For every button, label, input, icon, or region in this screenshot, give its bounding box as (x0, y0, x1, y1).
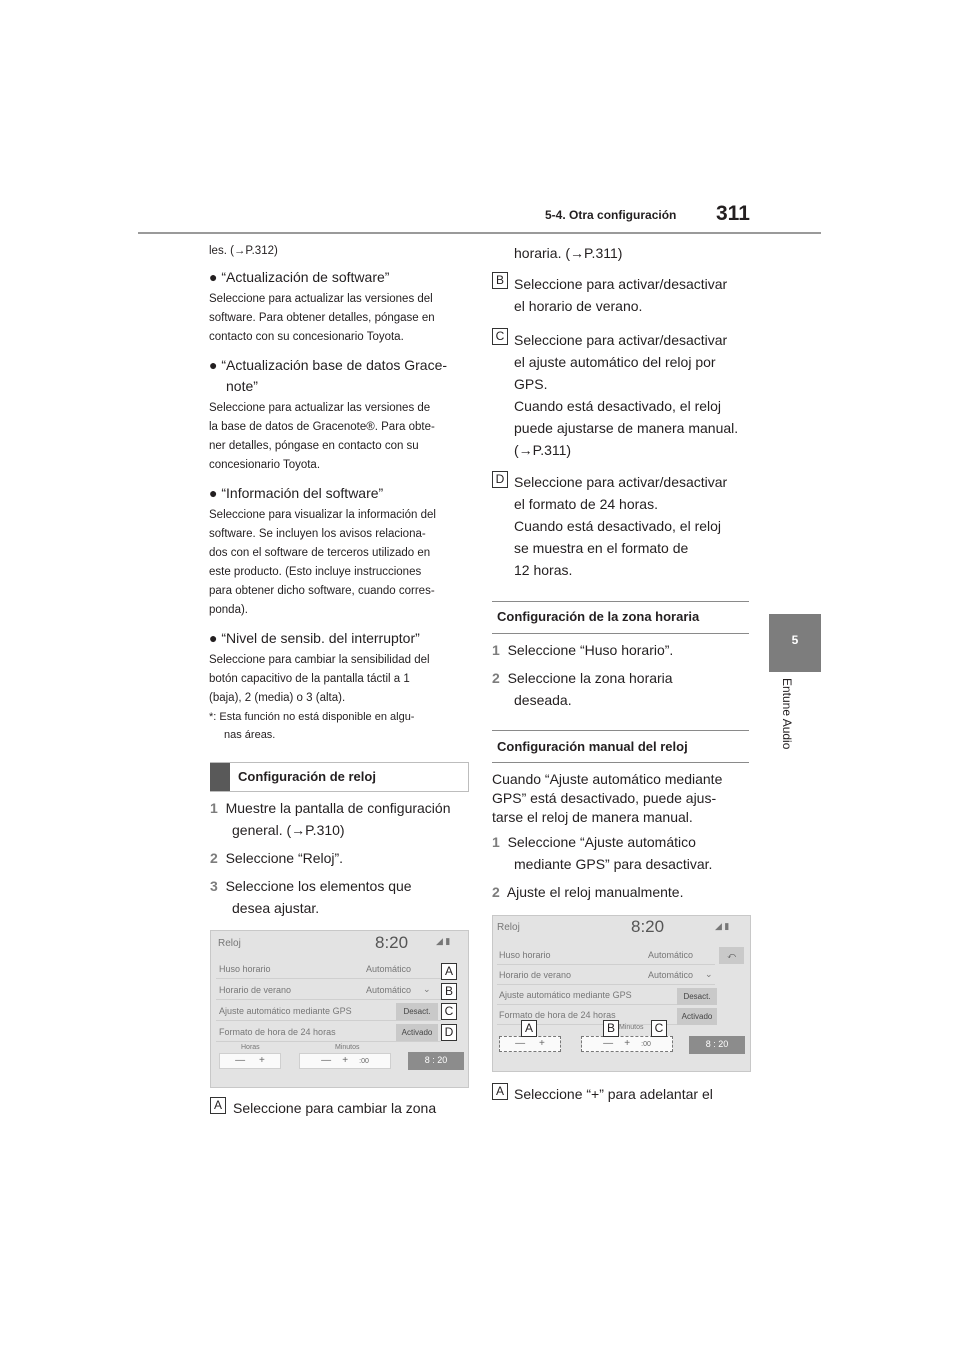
screen-clock: 8:20 (631, 917, 665, 936)
section-rule (492, 633, 749, 634)
section-title: Configuración de la zona horaria (497, 609, 700, 624)
item-description: Seleccione para cambiar la sensibilidad del botón capacitivo de la pantalla táctil a 1 (baja), 2 (media) o 3 (alta). (209, 654, 430, 704)
steps-list: 1 Seleccione “Ajuste automático mediante GPS” para desactivar. 2 Ajuste el reloj manualmente. (492, 831, 754, 903)
item-description: Seleccione para actualizar las versiones de la base de datos de Gracenote®. Para obte- ner detalles, póngase en contacto con su concesionario Toyota. (209, 402, 435, 471)
minutes-stepper: — + :00 (299, 1053, 391, 1069)
24h-toggle: Activado (396, 1024, 438, 1041)
hours-stepper: — + (499, 1036, 561, 1052)
left-column (209, 242, 469, 744)
list-item: ● “Actualización base de datos Grace- note” (209, 357, 448, 394)
steps-list: 1 Seleccione “Huso horario”. 2 Seleccione la zona horaria deseada. (492, 639, 752, 711)
callout-badge-a: A (521, 1020, 537, 1037)
bullet-icon: ● (209, 269, 218, 285)
section-marker (210, 763, 230, 791)
screen-clock: 8:20 (375, 933, 409, 952)
list-item: ● “Nivel de sensib. del interruptor” (209, 630, 420, 646)
callout-badge-d: D (441, 1024, 457, 1041)
manual-intro: Cuando “Ajuste automático mediante GPS” está desactivado, puede ajus- tarse el reloj de manera manual. (492, 771, 723, 825)
item-description: Seleccione para visualizar la información del software. Se incluyen los avisos relaciona- dos con el software de terceros utilizado en este producto. (Esto incluye instrucciones para obtener dicho software, cuando corres- ponda). (209, 509, 436, 616)
hours-stepper: — + (219, 1053, 281, 1069)
callout-text: Seleccione para cambiar la zona (233, 1100, 437, 1116)
page-number: 311 (716, 202, 750, 225)
section-box-clock (210, 762, 469, 792)
callout-badge-a: A (492, 1083, 508, 1100)
step: 1 Seleccione “Huso horario”. (492, 642, 674, 658)
header-rule (138, 232, 821, 234)
section-rule (492, 730, 749, 731)
callout-badge-b: B (441, 983, 457, 1000)
step: 2 Seleccione la zona horaria (492, 670, 673, 686)
callout-badge-b: B (603, 1020, 619, 1037)
24h-toggle: Activado (677, 1008, 717, 1025)
bullet-icon: ● (209, 630, 218, 646)
right-column-top: horaria. (→P.311) (514, 245, 623, 261)
time-display: 8 : 20 (689, 1036, 745, 1054)
list-item: ● “Actualización de software” (209, 269, 390, 285)
section-title: Configuración manual del reloj (497, 739, 688, 754)
callout-badge-b: B (492, 272, 508, 289)
chapter-number: 5 (791, 633, 799, 647)
step: 1 Muestre la pantalla de configuración (210, 800, 451, 816)
callout-badge-c: C (441, 1003, 457, 1020)
chevron-down-icon: ⌄ (423, 984, 431, 994)
gps-toggle: Desact. (677, 988, 717, 1005)
back-icon: ⤺ (719, 947, 744, 964)
section-rule (492, 762, 749, 763)
step: 2 Ajuste el reloj manualmente. (492, 884, 684, 900)
callout-badge-a: A (210, 1097, 226, 1114)
callout-badge-c: C (492, 328, 508, 345)
section-heading: 5-4. Otra configuración (545, 208, 677, 222)
bullet-icon: ● (209, 357, 218, 373)
chapter-label-text: Entune Audio (780, 678, 794, 750)
list-item: ● “Información del software” (209, 485, 384, 501)
callout-text: Seleccione para activar/desactivar el horario de verano. (514, 276, 728, 314)
callout-badge-a: A (441, 963, 457, 980)
steps-list: 1 Muestre la pantalla de configuración general. (→P.310) 2 Seleccione “Reloj”. 3 Seleccione los elementos que desea ajustar. (210, 797, 470, 919)
clock-settings-screenshot: Reloj 8:20 ◢ ▮ Huso horario Automático Horario de verano Automático ⌄ Ajuste automático mediante GPS Desact. Formato de hora de 24 horas Activado Horas Minutos — + — + :00 8 : 20 A B C D (210, 930, 469, 1088)
callout-badge-d: D (492, 471, 508, 488)
step: 1 Seleccione “Ajuste automático (492, 834, 696, 850)
callout-badge-c: C (651, 1020, 667, 1037)
minutes-stepper: — + :00 (581, 1036, 673, 1052)
section-title: Configuración de reloj (238, 769, 376, 784)
item-description: Seleccione para actualizar las versiones del software. Para obtener detalles, póngase en contacto con su concesionario Toyota. (209, 293, 435, 343)
footnote: *: Esta función no está disponible en algu- nas áreas. (209, 711, 415, 741)
bullet-icon: ● (209, 485, 218, 501)
callout-text: Seleccione para activar/desactivar el ajuste automático del reloj por GPS. Cuando está desactivado, el reloj puede ajustarse de manera manual. (→P.311) (514, 332, 739, 458)
chevron-down-icon: ⌄ (705, 969, 713, 979)
manual-clock-screenshot: Reloj 8:20 ◢ ▮ ⤺ Huso horario Automático Horario de verano Automático ⌄ Ajuste automático mediante GPS Desact. Formato de hora de 24 horas Activado Minutos — + — + :00 8 : 20 A B C (492, 915, 751, 1072)
signal-icon: ◢ ▮ (715, 921, 730, 931)
section-rule (492, 601, 749, 602)
time-display: 8 : 20 (408, 1052, 464, 1070)
screen-title: Reloj (218, 938, 241, 949)
step: 2 Seleccione “Reloj”. (210, 850, 344, 866)
callout-text: Seleccione para activar/desactivar el formato de 24 horas. Cuando está desactivado, el reloj se muestra en el formato de 12 horas. (514, 474, 728, 578)
signal-icon: ◢ ▮ (436, 936, 451, 946)
gps-toggle: Desact. (396, 1003, 438, 1020)
callout-text: Seleccione “+” para adelantar el (514, 1086, 713, 1102)
screen-title: Reloj (497, 922, 520, 933)
step: 3 Seleccione los elementos que (210, 878, 412, 894)
chapter-label (780, 678, 794, 768)
intro-text: les. (→P.312) (209, 245, 278, 257)
